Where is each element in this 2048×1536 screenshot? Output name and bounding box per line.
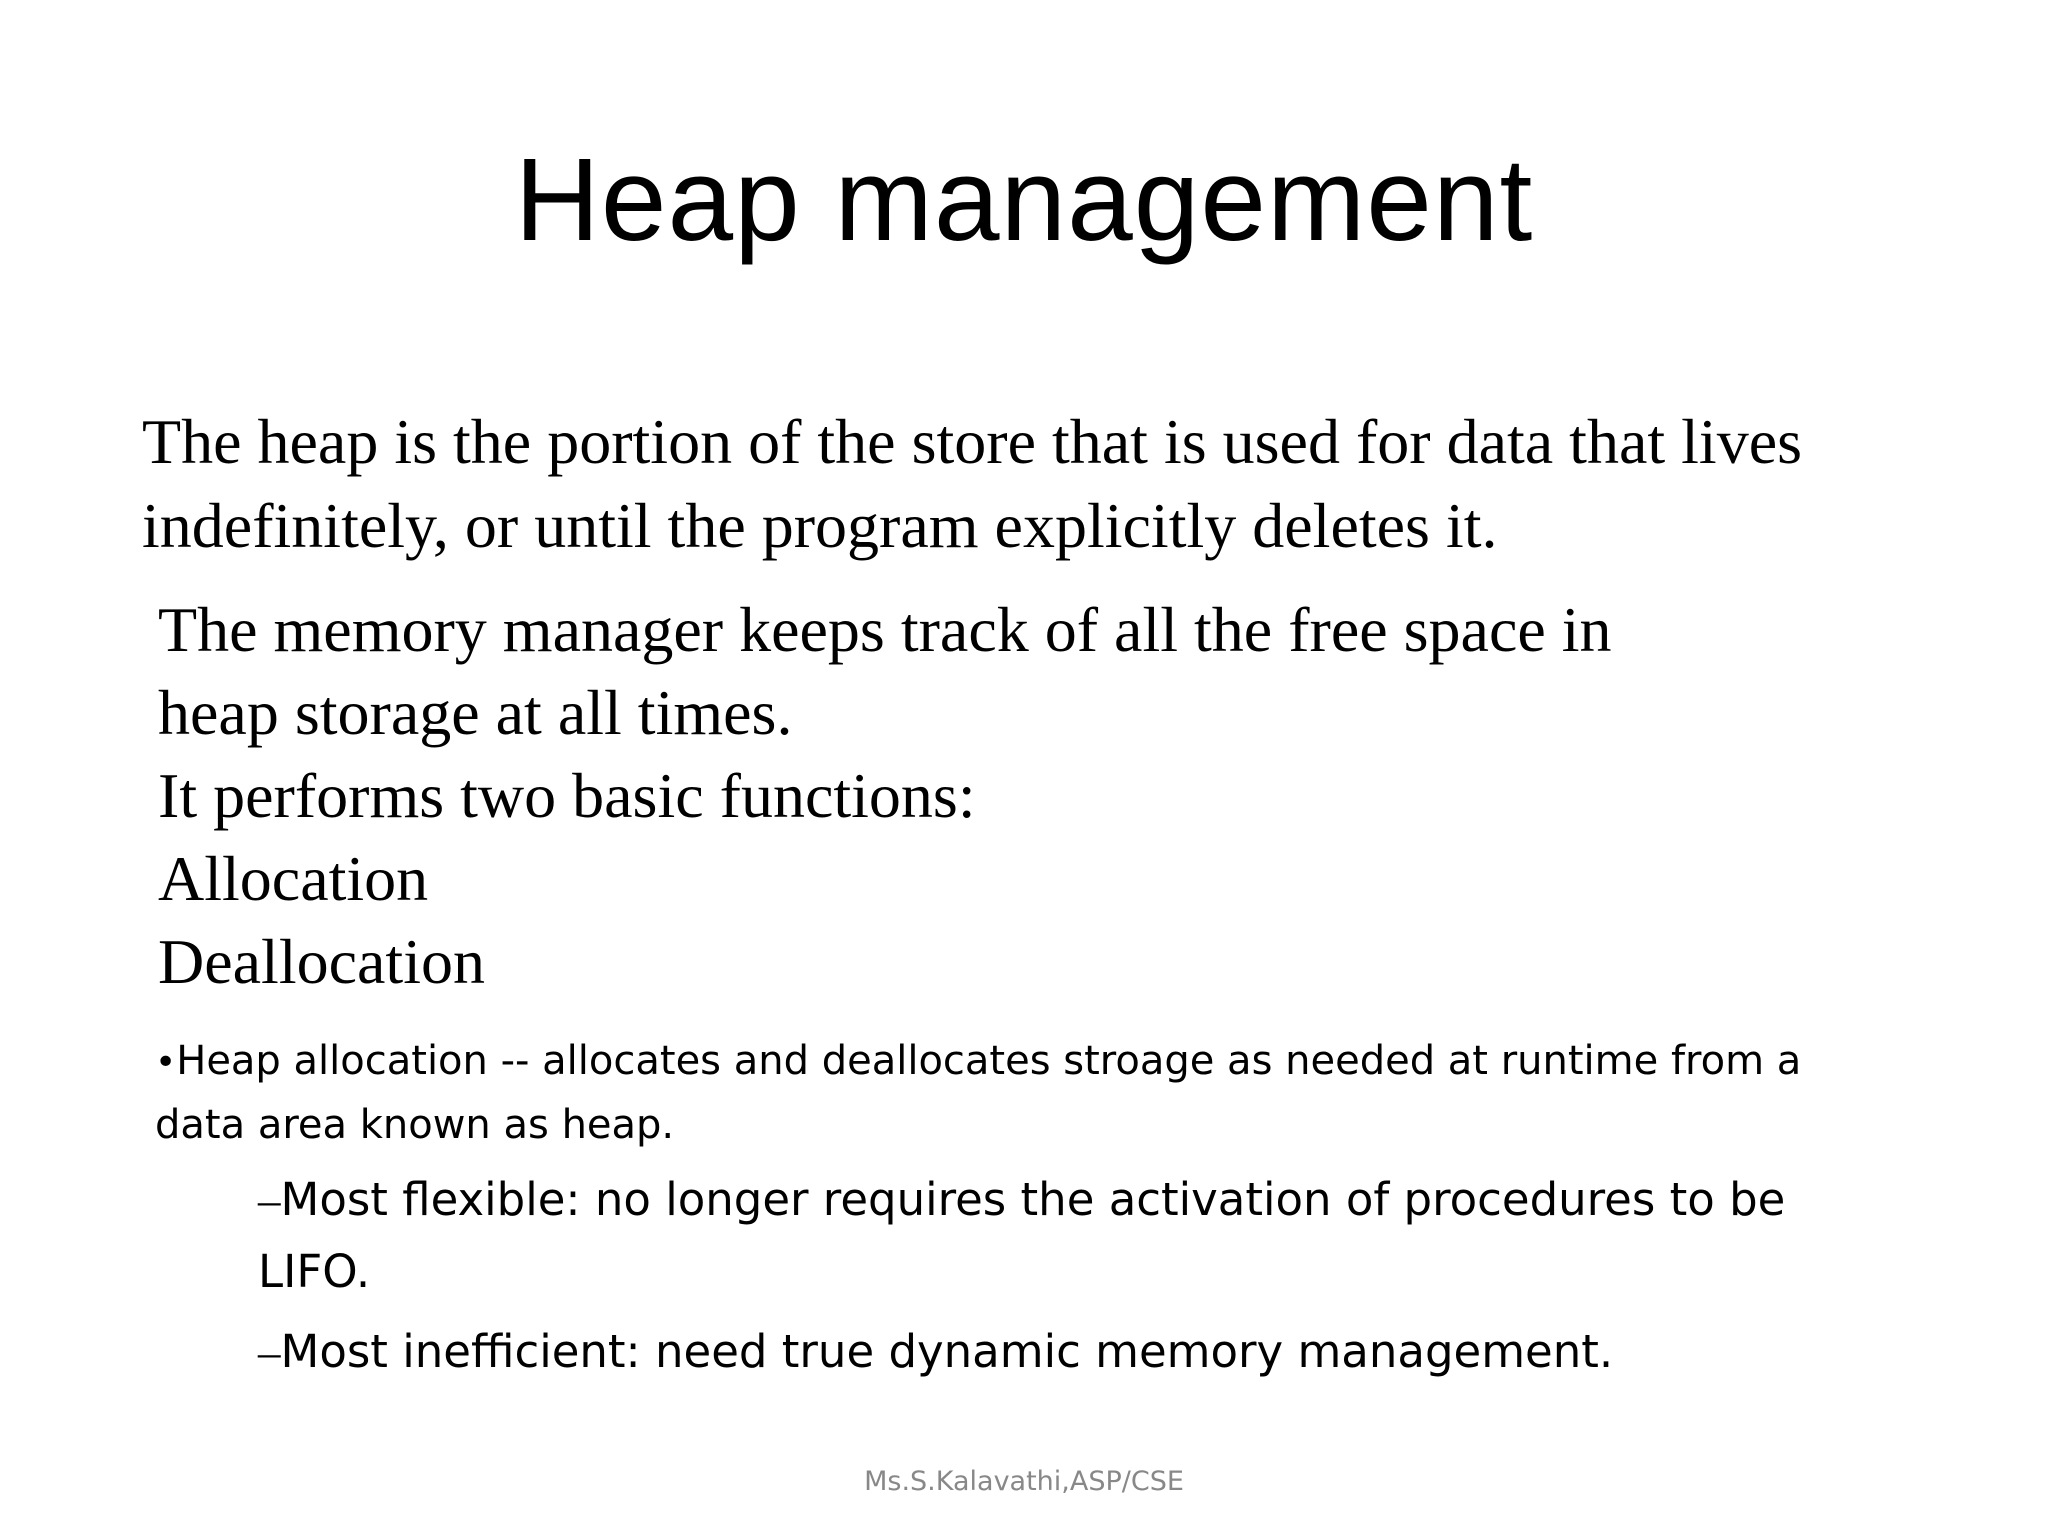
sub-item-text: Most flexible: no longer requires the activation of procedures to be LIFO. xyxy=(258,1173,1786,1298)
function-allocation: Allocation xyxy=(158,843,429,914)
slide-title: Heap management xyxy=(514,134,1534,266)
paragraph-line: heap storage at all times. xyxy=(158,677,793,748)
sub-item-text: Most inefficient: need true dynamic memory management. xyxy=(280,1325,1614,1378)
memory-manager-paragraph xyxy=(158,588,1918,1003)
paragraph-line: The memory manager keeps track of all the free space in xyxy=(158,594,1612,665)
bullet-marker: • xyxy=(155,1042,177,1083)
paragraph-line: It performs two basic functions: xyxy=(158,760,976,831)
sub-item-inefficient xyxy=(258,1316,1898,1388)
dash-marker: – xyxy=(258,1175,281,1225)
sub-item-flexible xyxy=(258,1164,1898,1308)
heap-definition-paragraph: The heap is the portion of the store that is used for data that lives indefinitely, or until the program explicitly deletes it. xyxy=(142,406,1802,561)
heap-allocation-bullet xyxy=(155,1030,1895,1156)
function-deallocation: Deallocation xyxy=(158,926,485,997)
dash-marker: – xyxy=(258,1327,281,1377)
slide-footer: Ms.S.Kalavathi,ASP/CSE xyxy=(864,1466,1184,1497)
bullet-text: Heap allocation -- allocates and deallocates stroage as needed at runtime from a data area known as heap. xyxy=(155,1038,1802,1148)
